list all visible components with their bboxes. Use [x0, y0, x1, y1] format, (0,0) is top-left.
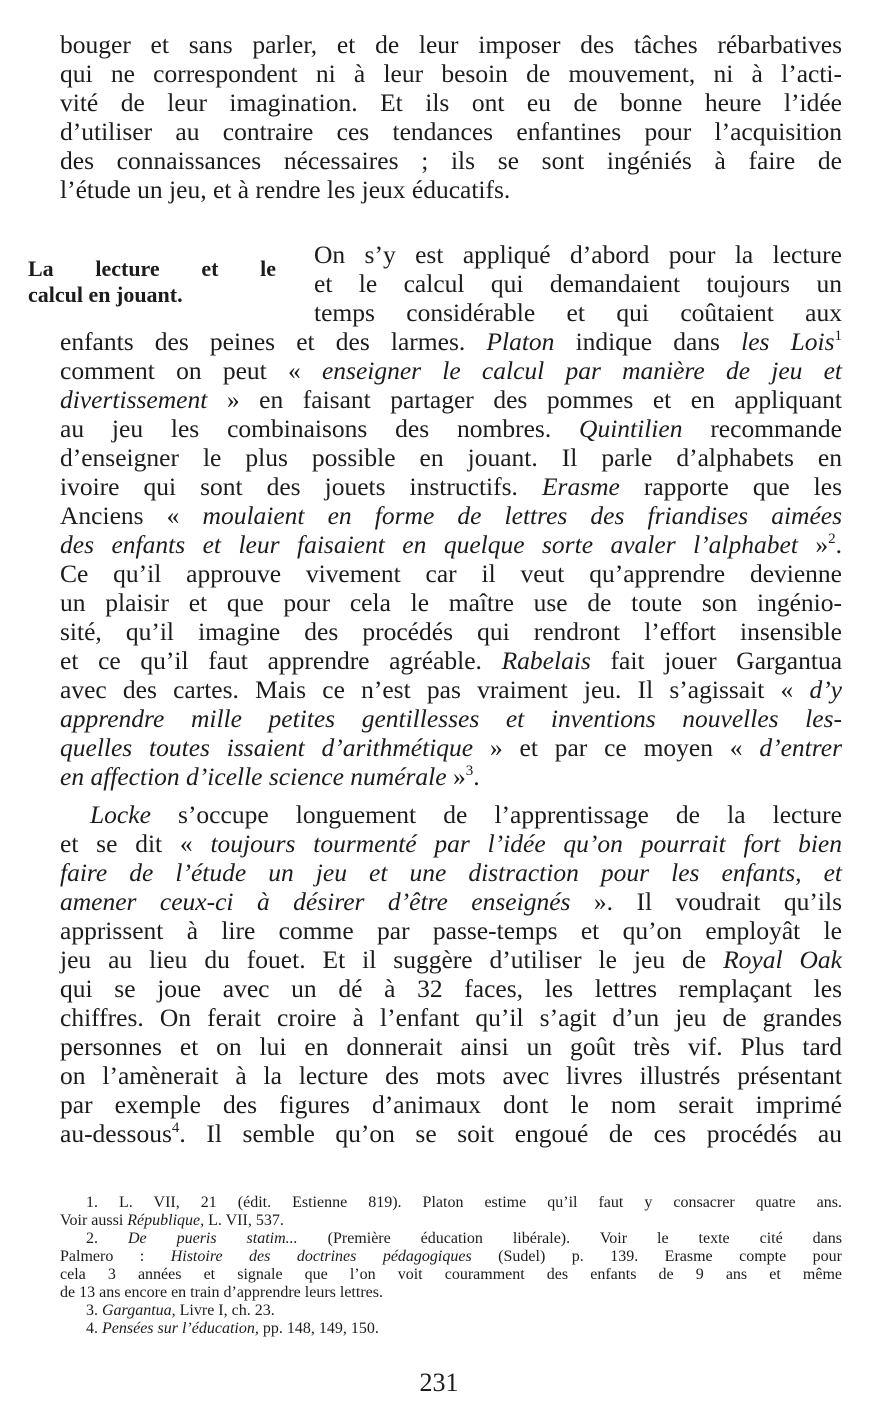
text-line: l’étude un jeu, et à rendre les jeux éducatifs.: [60, 175, 511, 204]
text-line: [60, 733, 842, 762]
text-run: Livre I, ch. 23.: [179, 1302, 275, 1319]
work-title: Gargantua,: [102, 1302, 176, 1319]
text-run: »: [815, 530, 829, 559]
text-run: 3.: [86, 1302, 98, 1319]
quote-run: des enfants et leur faisaient en quelque sorte avaler l’alphabet: [60, 530, 798, 559]
author-name: Quintilien: [579, 414, 683, 443]
text-run: comment on peut «: [60, 356, 301, 385]
text-run: jeu au lieu du fouet. Et il suggère d’utiliser le jeu de: [60, 945, 707, 974]
text-run: »: [452, 762, 466, 791]
text-line: bouger et sans parler, et de leur imposer des tâches rébarbatives: [60, 30, 842, 59]
quote-run: faire de l’étude un jeu et une distraction pour les enfants, et: [60, 858, 842, 887]
text-run: s’occupe longuement de l’apprentissage de la lecture: [178, 800, 842, 829]
text-run: rapporte que les: [643, 472, 843, 501]
quote-run: divertissement: [60, 385, 208, 414]
text-line: [60, 858, 842, 887]
text-run: » en faisant partager des pommes et en appliquant: [226, 385, 843, 414]
text-line: [60, 530, 842, 559]
text-run: (Sudel) p. 139. Erasme compte pour: [498, 1248, 843, 1265]
text-run: [815, 530, 842, 559]
text-line: vité de leur imagination. Et ils ont eu de bonne heure l’idée: [60, 88, 842, 117]
text-line: [60, 356, 842, 385]
text-run: 2.: [86, 1230, 98, 1247]
text-run: ». Il voudrait qu’ils: [593, 887, 842, 916]
text-line: et le calcul qui demandaient toujours un: [314, 269, 842, 298]
text-run: ivoire qui sont des jouets instructifs.: [60, 472, 518, 501]
footnote-line: 1. L. VII, 21 (édit. Estienne 819). Platon estime qu’il faut y consacrer quatre ans.: [86, 1194, 842, 1211]
footnote-line: [60, 1230, 842, 1248]
quote-run: amener ceux-ci à désirer d’être enseignés: [60, 887, 571, 916]
quote-run: d’entrer: [759, 733, 842, 762]
work-title: De pueris statim...: [127, 1230, 298, 1247]
text-line: [60, 414, 842, 443]
text-run: et ce qu’il faut apprendre agréable.: [60, 646, 482, 675]
text-run: et se dit «: [60, 829, 193, 858]
text-run: Anciens «: [60, 501, 180, 530]
text-run: . Il semble qu’on se soit engoué de ces procédés au: [179, 1119, 842, 1148]
text-run: recommande: [710, 414, 842, 443]
text-line: qui ne correspondent ni à leur besoin de mouvement, ni à l’acti-: [60, 59, 842, 88]
margin-title: [28, 256, 276, 308]
text-run: pp. 148, 149, 150.: [262, 1320, 379, 1337]
text-run: indique dans: [575, 327, 720, 356]
game-name: Royal Oak: [723, 945, 843, 974]
quote-run: quelles toutes issaient d’arithmétique: [60, 733, 474, 762]
margin-title-line: La lecture et le: [28, 256, 276, 281]
margin-title-line: calcul en jouant.: [28, 282, 183, 307]
text-line: [60, 887, 842, 916]
text-run: .: [473, 762, 480, 791]
footnote-ref: 4: [171, 1119, 180, 1136]
text-line: [60, 945, 842, 974]
text-line: on l’amènerait à la lecture des mots avec livres illustrés présentant: [60, 1061, 842, 1090]
footnote-line: cela 3 années et signale que l’on voit couramment des enfants de 9 ans et même: [60, 1266, 842, 1283]
work-title: les Lois: [741, 327, 835, 356]
text-run: .: [835, 530, 842, 559]
text-line: [60, 675, 842, 704]
quote-run: en affection d’icelle science numérale: [60, 762, 447, 791]
text-line: [60, 472, 842, 501]
quote-run: toujours tourmenté par l’idée qu’on pourrait fort bien: [210, 829, 843, 858]
text-line: d’enseigner le plus possible en jouant. Il parle d’alphabets en: [60, 443, 842, 472]
text-run: avec des cartes. Mais ce n’est pas vraiment jeu. Il s’agissait «: [60, 675, 794, 704]
text-run: [60, 1119, 842, 1148]
text-line: personnes et on lui en donnerait ainsi un goût très vif. Plus tard: [60, 1032, 842, 1061]
author-name: Locke: [90, 800, 151, 829]
footnote-line: de 13 ans encore en train d’apprendre leurs lettres.: [60, 1284, 383, 1301]
text-line: [60, 327, 842, 356]
text-line: chiffres. On ferait croire à l’enfant qu’il s’agit d’un jeu de grandes: [60, 1003, 842, 1032]
text-line: [60, 646, 842, 675]
text-line: [60, 1119, 842, 1148]
footnote-line: [60, 1212, 842, 1230]
text-line: un plaisir et que pour cela le maître use de toute son ingénio-: [60, 588, 842, 617]
text-run: » et par ce moyen «: [489, 733, 743, 762]
work-title: Histoire des doctrines pédagogiques: [170, 1248, 472, 1265]
text-line: des connaissances nécessaires ; ils se sont ingéniés à faire de: [60, 146, 842, 175]
author-name: Rabelais: [501, 646, 591, 675]
page-number: 231: [419, 1368, 459, 1397]
text-line: qui se joue avec un dé à 32 faces, les lettres remplaçant les: [60, 974, 842, 1003]
text-line: apprissent à lire comme par passe-temps et qu’on employât le: [60, 916, 842, 945]
text-line: [60, 501, 842, 530]
quote-run: apprendre mille petites gentillesses et inventions nouvelles les-: [60, 704, 842, 733]
footnote-ref: 1: [834, 327, 843, 344]
text-run: Palmero :: [60, 1248, 145, 1265]
text-line: par exemple des figures d’animaux dont le nom serait imprimé: [60, 1090, 842, 1119]
text-run: L. VII, 537.: [208, 1212, 284, 1229]
text-line: [60, 800, 842, 829]
quote-run: moulaient en forme de lettres des friandises aimées: [202, 501, 843, 530]
text-line: Ce qu’il approuve vivement car il veut qu’apprendre devienne: [60, 559, 842, 588]
text-line: temps considérable et qui coûtaient aux: [314, 298, 842, 327]
text-run: 4.: [86, 1320, 98, 1337]
author-name: Platon: [486, 327, 555, 356]
text-line: [60, 829, 842, 858]
text-run: (Première éducation libérale). Voir le texte cité dans: [327, 1230, 843, 1247]
author-name: Erasme: [541, 472, 620, 501]
footnote-line: [60, 1248, 842, 1266]
text-line: d’utiliser au contraire ces tendances enfantines pour l’acquisition: [60, 117, 842, 146]
text-run: Voir aussi: [60, 1212, 124, 1229]
text-run: au-dessous: [60, 1119, 172, 1148]
footnote-ref: 3: [465, 762, 474, 779]
footnote-line: [60, 1320, 842, 1338]
work-title: République,: [127, 1212, 205, 1229]
footnote-ref: 2: [828, 530, 836, 547]
text-run: fait jouer Gargantua: [610, 646, 843, 675]
text-line: sité, qu’il imagine des procédés qui rendront l’effort insensible: [60, 617, 842, 646]
text-line: On s’y est appliqué d’abord pour la lecture: [314, 240, 842, 269]
text-run: enfants des peines et des larmes.: [60, 327, 466, 356]
footnote-line: [60, 1302, 842, 1320]
text-line: [60, 704, 842, 733]
text-line: [60, 762, 842, 791]
quote-run: enseigner le calcul par manière de jeu et: [321, 356, 843, 385]
text-run: au jeu les combinaisons des nombres.: [60, 414, 552, 443]
text-line: [60, 385, 842, 414]
work-title: Pensées sur l’éducation,: [102, 1320, 259, 1337]
quote-run: d’y: [809, 675, 842, 704]
